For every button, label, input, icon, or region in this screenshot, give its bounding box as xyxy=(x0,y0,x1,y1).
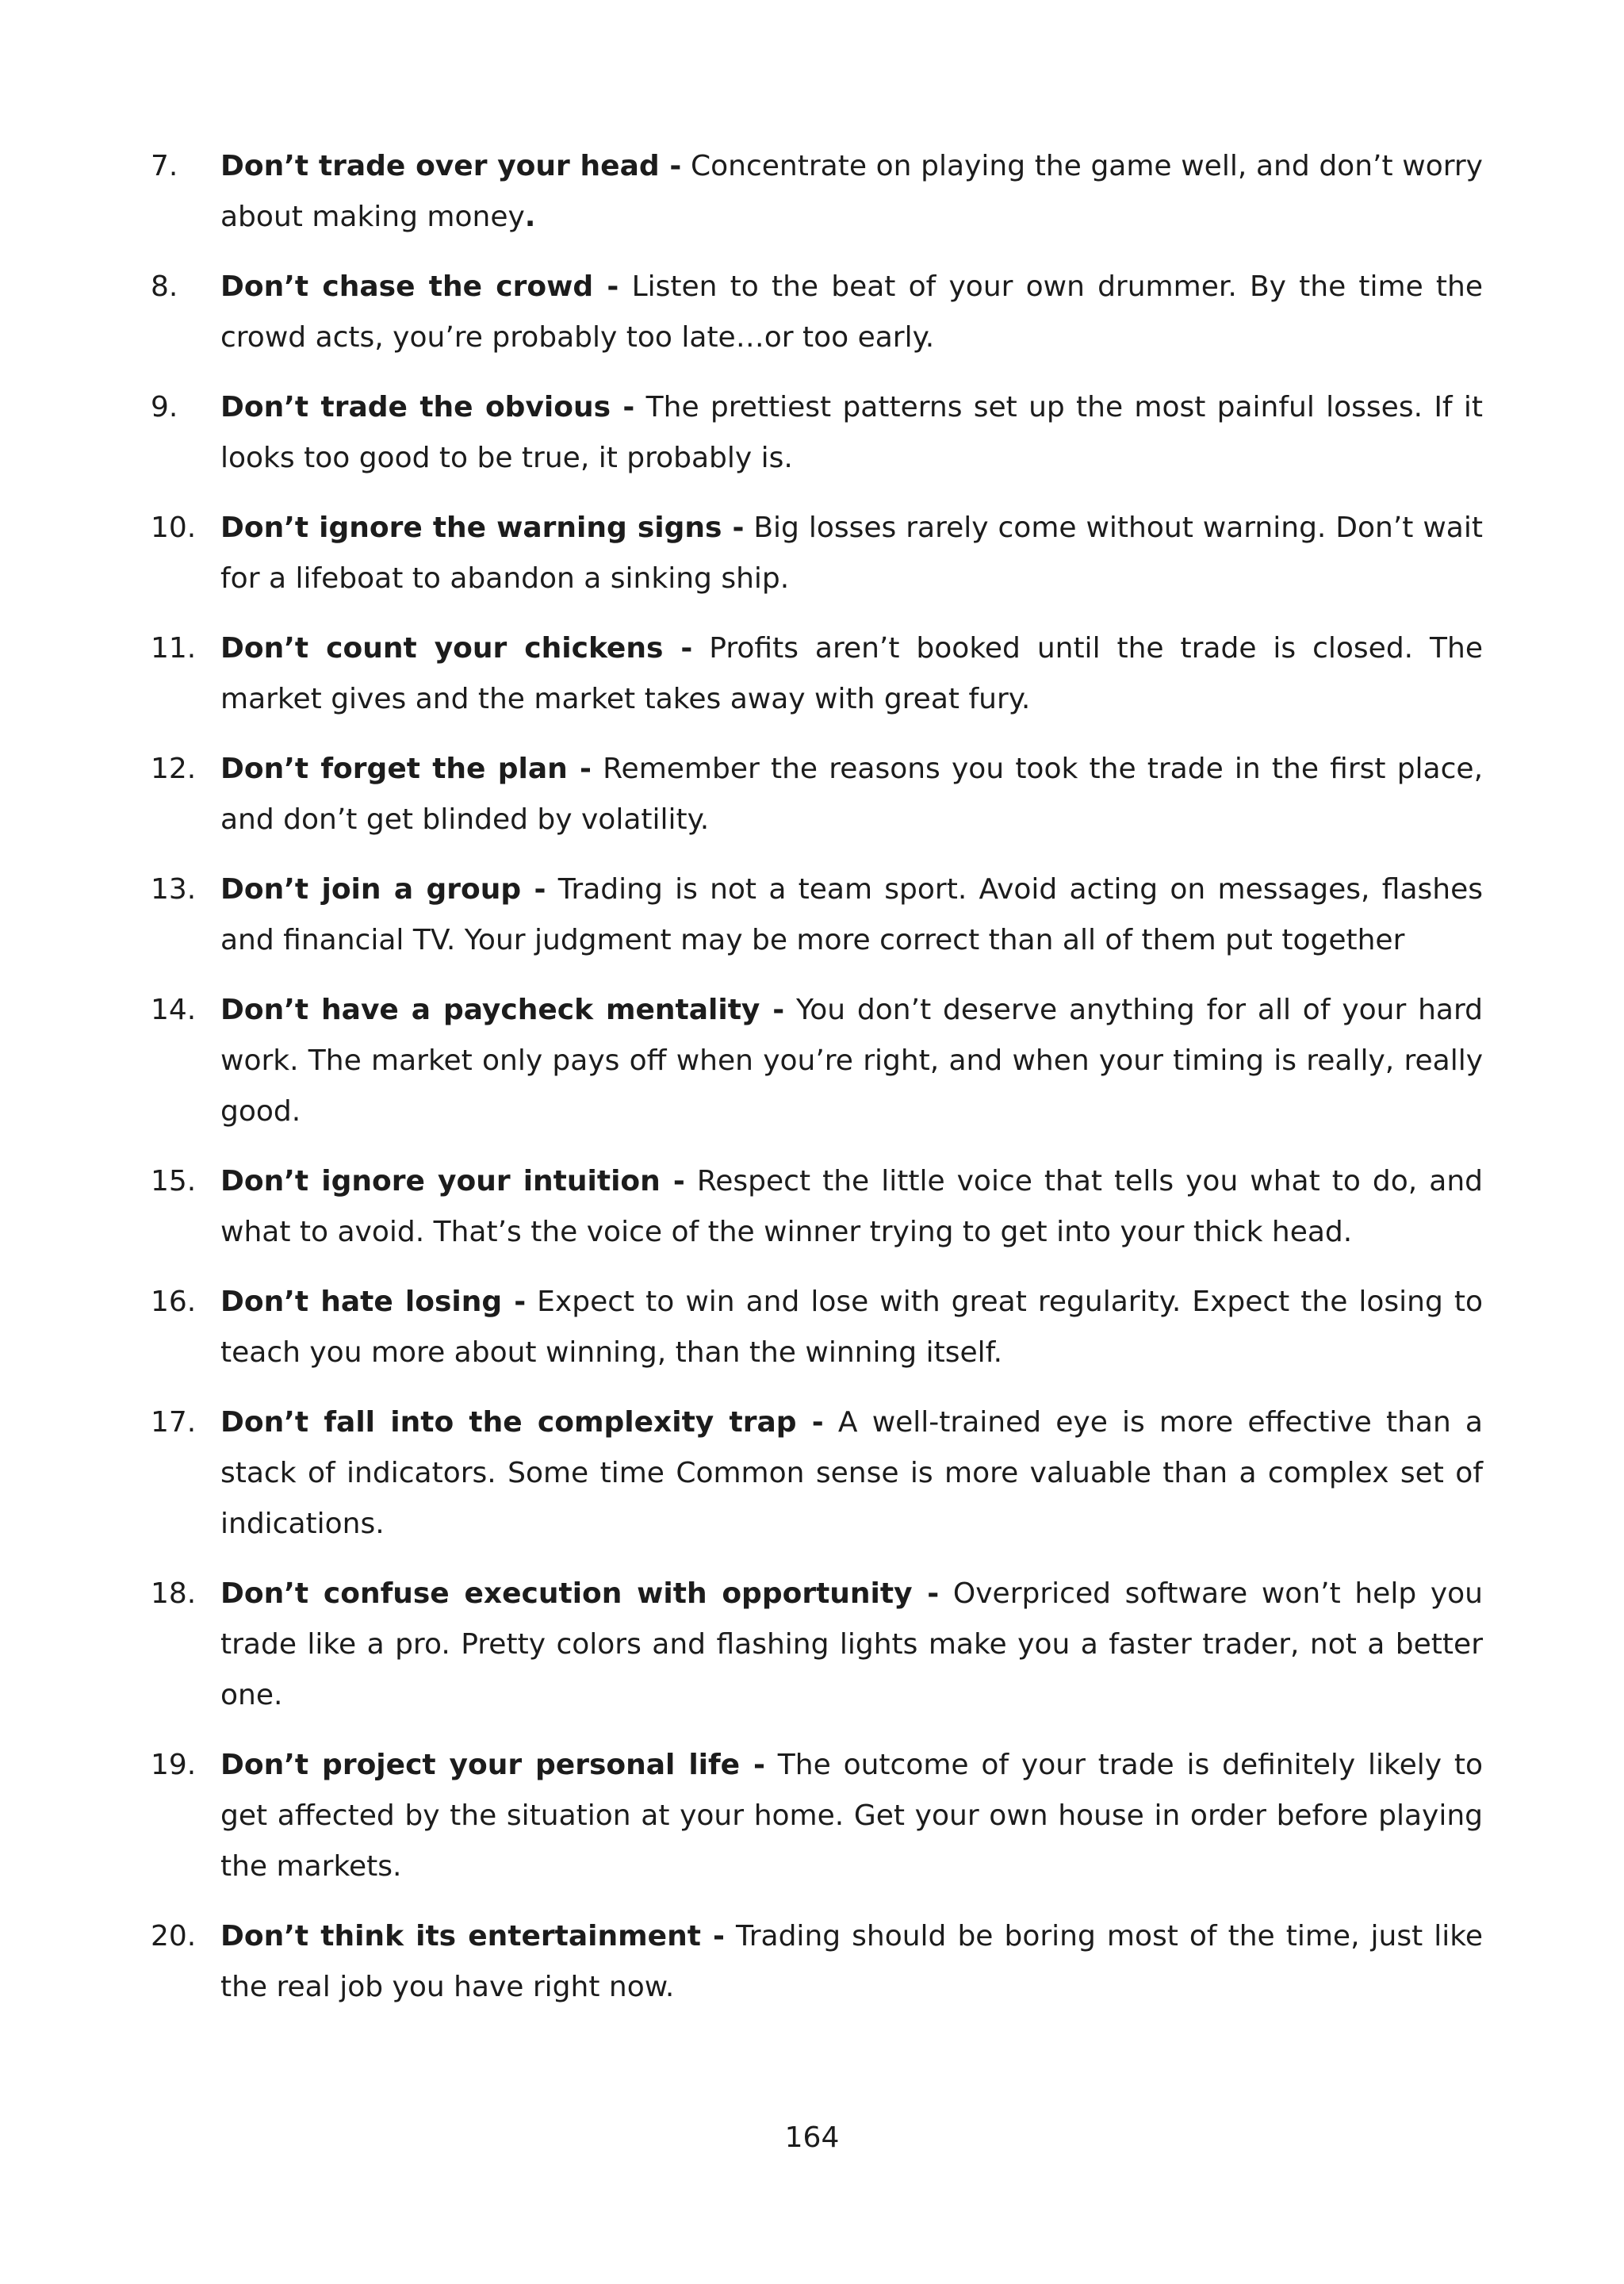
rule-body: A well-trained eye is more effective than a stack of indicators. Some time Common sense is more valuable than a complex set of indications. xyxy=(220,1406,1483,1540)
rule-body: Concentrate on playing the game well, and don’t worry about making money xyxy=(220,150,1483,233)
rule-number: 7. xyxy=(151,150,178,182)
rule-title: Don’t confuse execution with opportunity - xyxy=(220,1577,940,1610)
rule-body: Expect to win and lose with great regularity. Expect the losing to teach you more about winning, than the winning itself. xyxy=(220,1286,1483,1369)
rule-body: Profits aren’t booked until the trade is closed. The market gives and the market takes away with great fury. xyxy=(220,632,1484,715)
rule-text xyxy=(220,1740,1483,1892)
rule-title: Don’t think its entertainment - xyxy=(220,1920,725,1953)
rule-item-8 xyxy=(151,262,1483,363)
rule-number: 11. xyxy=(151,632,197,665)
rule-item-20 xyxy=(151,1911,1483,2013)
rule-item-19 xyxy=(151,1740,1483,1892)
rule-text xyxy=(220,1277,1483,1378)
rule-title: Don’t chase the crowd - xyxy=(220,270,619,303)
rule-text xyxy=(220,1397,1483,1550)
rule-title: Don’t project your personal life - xyxy=(220,1749,765,1781)
rule-title: Don’t ignore the warning signs - xyxy=(220,512,745,544)
rule-number: 15. xyxy=(151,1165,197,1198)
rule-item-12 xyxy=(151,744,1483,845)
rule-number: 19. xyxy=(151,1749,197,1781)
rule-text xyxy=(220,623,1483,725)
rule-title: Don’t count your chickens - xyxy=(220,632,693,665)
rule-title: Don’t hate losing - xyxy=(220,1286,527,1318)
page-number: 164 xyxy=(784,2121,840,2154)
rule-title: Don’t fall into the complexity trap - xyxy=(220,1406,824,1439)
rule-body: Trading should be boring most of the time, just like the real job you have right now. xyxy=(220,1920,1484,2003)
rule-item-14 xyxy=(151,985,1483,1137)
rule-item-13 xyxy=(151,864,1483,966)
rule-text xyxy=(220,1156,1483,1258)
rule-text xyxy=(220,262,1483,363)
rule-tail: . xyxy=(524,201,536,233)
rule-number: 8. xyxy=(151,270,178,303)
rule-number: 13. xyxy=(151,873,197,906)
rule-body: Remember the reasons you took the trade in the first place, and don’t get blinded by volatility. xyxy=(220,753,1484,836)
rule-item-11 xyxy=(151,623,1483,725)
rule-body: Respect the little voice that tells you what to do, and what to avoid. That’s the voice of the winner trying to get into your thick head. xyxy=(220,1165,1483,1248)
rule-title: Don’t trade the obvious - xyxy=(220,391,635,423)
rule-text xyxy=(220,985,1483,1137)
rule-item-10 xyxy=(151,503,1483,604)
rule-text xyxy=(220,382,1483,484)
rule-text xyxy=(220,744,1483,845)
rule-text xyxy=(220,141,1483,243)
rule-item-18 xyxy=(151,1569,1483,1721)
rule-body: The outcome of your trade is definitely likely to get affected by the situation at your home. Get your own house in order before playing the markets. xyxy=(220,1749,1484,1883)
rule-item-16 xyxy=(151,1277,1483,1378)
rule-title: Don’t forget the plan - xyxy=(220,753,592,785)
rule-body: Trading is not a team sport. Avoid acting on messages, flashes and financial TV. Your judgment may be more correct than all of them put together xyxy=(220,873,1483,956)
rule-body: Overpriced software won’t help you trade like a pro. Pretty colors and flashing lights make you a faster trader, not a better one. xyxy=(220,1577,1483,1711)
rule-body: Listen to the beat of your own drummer. By the time the crowd acts, you’re probably too late…or too early. xyxy=(220,270,1484,354)
rule-text xyxy=(220,864,1483,966)
rule-number: 10. xyxy=(151,512,197,544)
rule-body: The prettiest patterns set up the most painful losses. If it looks too good to be true, it probably is. xyxy=(220,391,1484,474)
rules-list xyxy=(151,141,1483,2032)
rule-item-7 xyxy=(151,141,1483,243)
rule-number: 12. xyxy=(151,753,197,785)
rule-text xyxy=(220,503,1483,604)
rule-item-15 xyxy=(151,1156,1483,1258)
rule-body: You don’t deserve anything for all of your hard work. The market only pays off when you’re right, and when your timing is really, really good. xyxy=(220,994,1483,1128)
rule-number: 18. xyxy=(151,1577,197,1610)
rule-title: Don’t ignore your intuition - xyxy=(220,1165,685,1198)
rule-item-17 xyxy=(151,1397,1483,1550)
rule-number: 14. xyxy=(151,994,197,1026)
rule-text xyxy=(220,1569,1483,1721)
rule-number: 16. xyxy=(151,1286,197,1318)
rule-body: Big losses rarely come without warning. Don’t wait for a lifeboat to abandon a sinking ship. xyxy=(220,512,1483,595)
rule-title: Don’t join a group - xyxy=(220,873,546,906)
rule-number: 17. xyxy=(151,1406,197,1439)
rule-title: Don’t have a paycheck mentality - xyxy=(220,994,785,1026)
rule-number: 20. xyxy=(151,1920,197,1953)
rule-number: 9. xyxy=(151,391,178,423)
rule-item-9 xyxy=(151,382,1483,484)
rule-text xyxy=(220,1911,1483,2013)
rule-title: Don’t trade over your head - xyxy=(220,150,682,182)
